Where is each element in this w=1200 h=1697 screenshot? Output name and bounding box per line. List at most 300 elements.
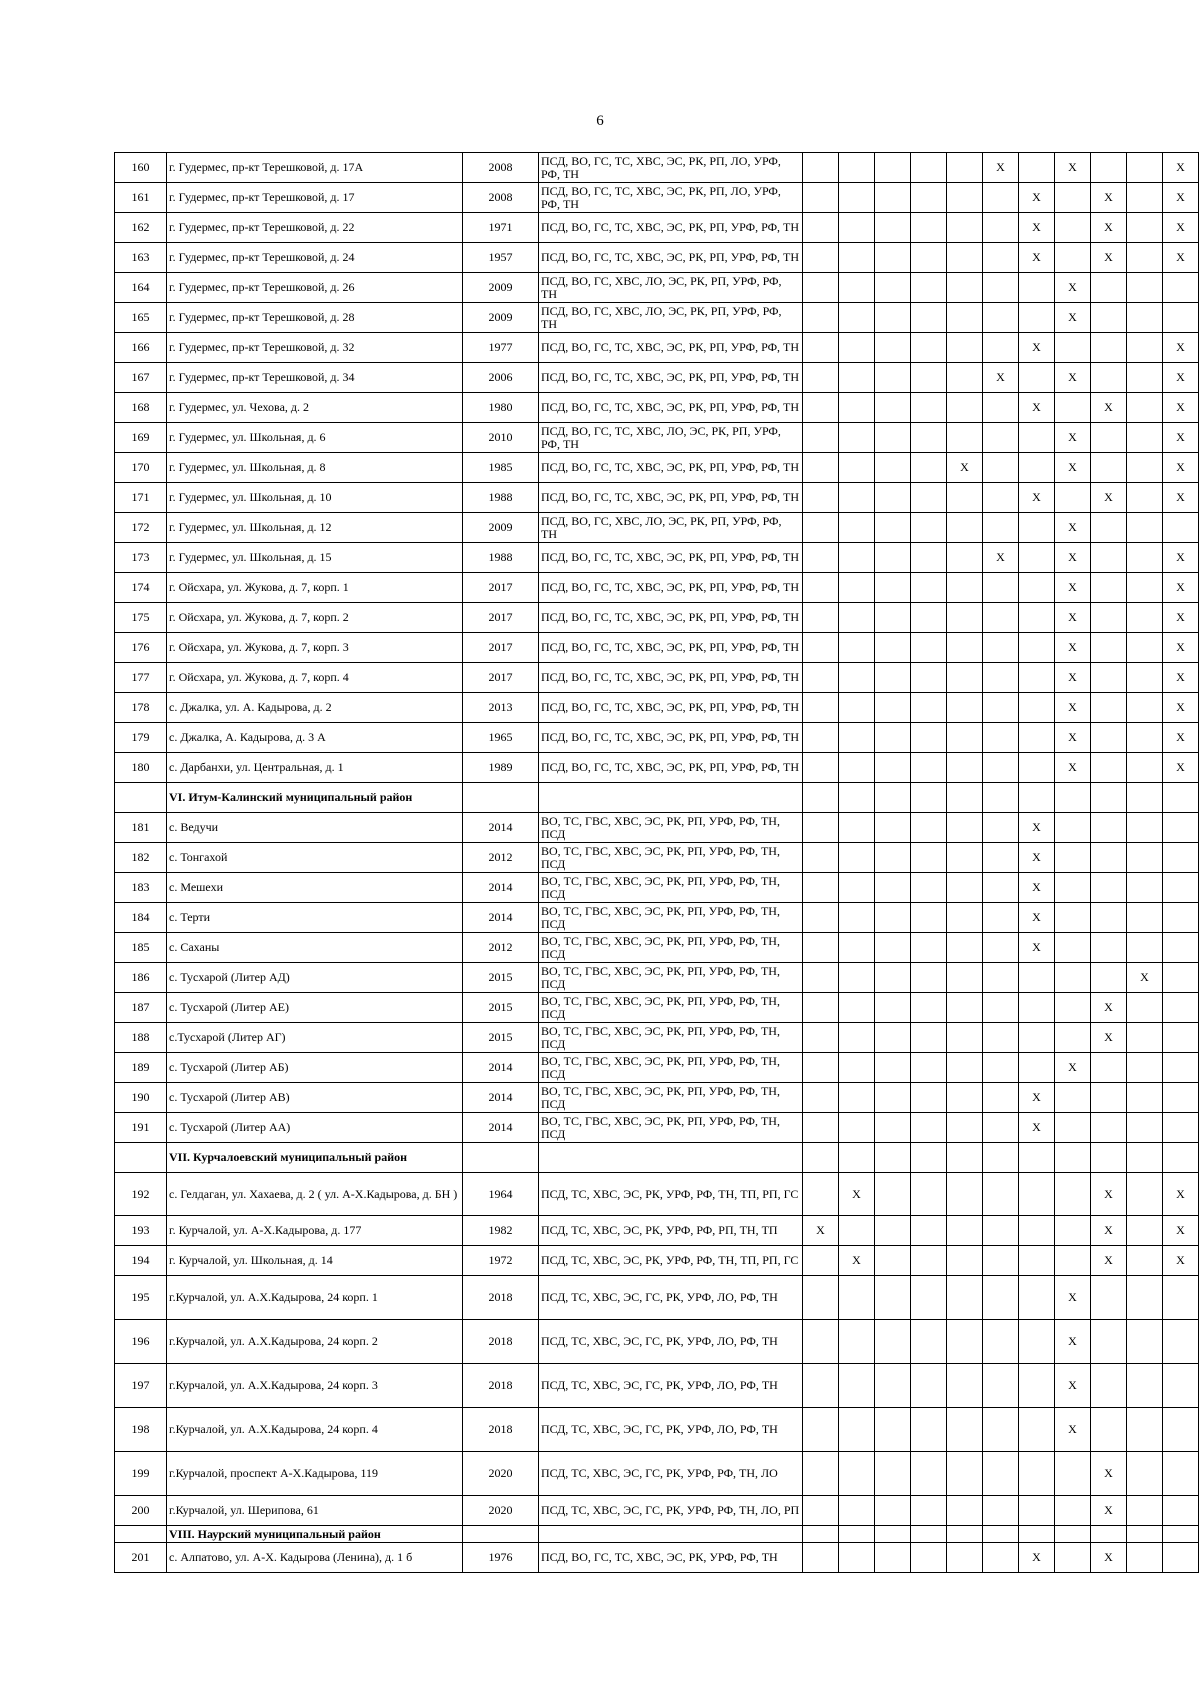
- empty-cell: [1091, 843, 1127, 873]
- empty-cell: [803, 1408, 839, 1452]
- empty-cell: [1091, 813, 1127, 843]
- address-cell: г. Ойсхара, ул. Жукова, д. 7, корп. 3: [167, 633, 463, 663]
- address-cell: г. Гудермес, ул. Школьная, д. 6: [167, 423, 463, 453]
- empty-cell: [1091, 723, 1127, 753]
- x-mark: X: [1019, 393, 1055, 423]
- empty-cell: [947, 1143, 983, 1173]
- x-mark: X: [1055, 363, 1091, 393]
- empty-cell: [911, 1083, 947, 1113]
- empty-cell: [911, 993, 947, 1023]
- empty-cell: [1055, 1143, 1091, 1173]
- empty-cell: [1163, 1408, 1199, 1452]
- row-number: 194: [115, 1246, 167, 1276]
- empty-cell: [1091, 1083, 1127, 1113]
- empty-cell: [983, 1246, 1019, 1276]
- empty-cell: [875, 1173, 911, 1216]
- works-list-cell: ПСД, ТС, ХВС, ЭС, ГС, РК, УРФ, РФ, ТН, ЛО: [539, 1452, 803, 1496]
- empty-cell: [803, 873, 839, 903]
- x-mark: X: [1055, 273, 1091, 303]
- row-number: 170: [115, 453, 167, 483]
- empty-cell: [1091, 783, 1127, 813]
- year-cell: 2013: [463, 693, 539, 723]
- empty-cell: [1127, 363, 1163, 393]
- address-cell: с. Ведучи: [167, 813, 463, 843]
- address-cell: г. Гудермес, пр-кт Терешковой, д. 17А: [167, 153, 463, 183]
- row-number: 174: [115, 573, 167, 603]
- x-mark: X: [1091, 993, 1127, 1023]
- x-mark: X: [803, 1216, 839, 1246]
- empty-cell: [839, 783, 875, 813]
- empty-cell: [1127, 1526, 1163, 1543]
- empty-cell: [803, 153, 839, 183]
- x-mark: X: [1163, 213, 1199, 243]
- empty-cell: [875, 483, 911, 513]
- empty-cell: [1091, 663, 1127, 693]
- year-cell: 2014: [463, 1113, 539, 1143]
- page-number: 6: [596, 113, 604, 129]
- empty-cell: [911, 783, 947, 813]
- x-mark: X: [1055, 753, 1091, 783]
- empty-cell: [947, 1526, 983, 1543]
- empty-cell: [947, 573, 983, 603]
- works-list-cell: ПСД, ВО, ГС, ТС, ХВС, ЭС, РК, РП, ЛО, УРФ, РФ, ТН: [539, 183, 803, 213]
- empty-cell: [1091, 963, 1127, 993]
- empty-cell: [875, 723, 911, 753]
- year-cell: 2015: [463, 1023, 539, 1053]
- empty-cell: [1091, 543, 1127, 573]
- empty-cell: [1091, 1526, 1127, 1543]
- address-cell: г. Гудермес, ул. Школьная, д. 12: [167, 513, 463, 543]
- year-cell: 1976: [463, 1543, 539, 1573]
- year-cell: 2006: [463, 363, 539, 393]
- empty-cell: [1019, 993, 1055, 1023]
- x-mark: X: [1055, 663, 1091, 693]
- empty-cell: [983, 213, 1019, 243]
- empty-cell: [1091, 153, 1127, 183]
- empty-cell: [1055, 1246, 1091, 1276]
- empty-cell: [875, 663, 911, 693]
- empty-cell: [1163, 513, 1199, 543]
- empty-cell: [911, 1496, 947, 1526]
- empty-cell: [839, 1083, 875, 1113]
- empty-cell: [875, 543, 911, 573]
- empty-cell: [875, 1083, 911, 1113]
- row-number: 172: [115, 513, 167, 543]
- x-mark: X: [1163, 333, 1199, 363]
- empty-cell: [911, 813, 947, 843]
- x-mark: X: [983, 363, 1019, 393]
- table-row: [115, 1320, 1199, 1364]
- empty-cell: [875, 453, 911, 483]
- empty-cell: [1019, 1216, 1055, 1246]
- works-list-cell: ВО, ТС, ГВС, ХВС, ЭС, РК, РП, УРФ, РФ, ТН, ПСД: [539, 1023, 803, 1053]
- works-list-cell: ПСД, ТС, ХВС, ЭС, ГС, РК, УРФ, ЛО, РФ, ТН: [539, 1364, 803, 1408]
- x-mark: X: [1163, 1173, 1199, 1216]
- empty-cell: [1091, 423, 1127, 453]
- empty-cell: [947, 933, 983, 963]
- address-cell: с. Мешехи: [167, 873, 463, 903]
- works-list-cell: ПСД, ВО, ГС, ТС, ХВС, ЭС, РК, РП, УРФ, РФ, ТН: [539, 723, 803, 753]
- empty-cell: [875, 1143, 911, 1173]
- address-cell: с. Тусхарой (Литер АД): [167, 963, 463, 993]
- table-row: [115, 1053, 1199, 1083]
- table-row: [115, 303, 1199, 333]
- empty-cell: [875, 393, 911, 423]
- empty-cell: [983, 1364, 1019, 1408]
- x-mark: X: [1055, 573, 1091, 603]
- empty-cell: [839, 723, 875, 753]
- works-list-cell: ПСД, ВО, ГС, ТС, ХВС, ЭС, РК, РП, УРФ, РФ, ТН: [539, 453, 803, 483]
- empty-cell: [839, 363, 875, 393]
- empty-cell: [1163, 273, 1199, 303]
- empty-cell: [911, 1320, 947, 1364]
- empty-cell: [875, 753, 911, 783]
- empty-cell: [1055, 393, 1091, 423]
- empty-cell: [803, 633, 839, 663]
- empty-cell: [911, 1276, 947, 1320]
- empty-cell: [1127, 903, 1163, 933]
- address-cell: г. Гудермес, пр-кт Терешковой, д. 26: [167, 273, 463, 303]
- x-mark: X: [1091, 243, 1127, 273]
- address-cell: г.Курчалой, проспект А-Х.Кадырова, 119: [167, 1452, 463, 1496]
- year-cell: 2018: [463, 1320, 539, 1364]
- empty-cell: [1163, 993, 1199, 1023]
- x-mark: X: [1091, 483, 1127, 513]
- empty-cell: [1019, 1496, 1055, 1526]
- empty-cell: [1091, 753, 1127, 783]
- empty-cell: [947, 483, 983, 513]
- year-cell: 2012: [463, 843, 539, 873]
- empty-cell: [1091, 513, 1127, 543]
- year-cell: 2014: [463, 813, 539, 843]
- empty-cell: [1163, 1113, 1199, 1143]
- table-row: [115, 1023, 1199, 1053]
- x-mark: X: [1055, 723, 1091, 753]
- empty-cell: [947, 543, 983, 573]
- address-cell: г. Ойсхара, ул. Жукова, д. 7, корп. 2: [167, 603, 463, 633]
- empty-cell: [539, 1143, 803, 1173]
- empty-cell: [839, 993, 875, 1023]
- empty-cell: [803, 753, 839, 783]
- empty-cell: [983, 303, 1019, 333]
- empty-cell: [911, 393, 947, 423]
- empty-cell: [1163, 1452, 1199, 1496]
- empty-cell: [911, 1143, 947, 1173]
- empty-cell: [1091, 303, 1127, 333]
- empty-cell: [1127, 213, 1163, 243]
- empty-cell: [1127, 273, 1163, 303]
- table-row: [115, 1083, 1199, 1113]
- empty-cell: [803, 1053, 839, 1083]
- empty-cell: [947, 363, 983, 393]
- empty-cell: [803, 1543, 839, 1573]
- empty-cell: [839, 1496, 875, 1526]
- empty-cell: [1019, 1452, 1055, 1496]
- x-mark: X: [1019, 873, 1055, 903]
- table-row: [115, 333, 1199, 363]
- row-number: 163: [115, 243, 167, 273]
- x-mark: X: [1055, 1320, 1091, 1364]
- empty-cell: [875, 1246, 911, 1276]
- x-mark: X: [1163, 543, 1199, 573]
- empty-cell: [803, 333, 839, 363]
- works-list-cell: ПСД, ТС, ХВС, ЭС, РК, УРФ, РФ, РП, ТН, ТП: [539, 1216, 803, 1246]
- row-number: 178: [115, 693, 167, 723]
- empty-cell: [983, 1320, 1019, 1364]
- x-mark: X: [1019, 183, 1055, 213]
- empty-cell: [983, 333, 1019, 363]
- empty-cell: [1019, 1276, 1055, 1320]
- section-title: VIII. Наурский муниципальный район: [167, 1526, 463, 1543]
- empty-cell: [463, 1526, 539, 1543]
- empty-cell: [1127, 453, 1163, 483]
- section-header-row: [115, 783, 1199, 813]
- empty-cell: [1127, 543, 1163, 573]
- address-cell: г. Гудермес, пр-кт Терешковой, д. 32: [167, 333, 463, 363]
- empty-cell: [803, 1023, 839, 1053]
- empty-cell: [803, 453, 839, 483]
- empty-cell: [839, 963, 875, 993]
- works-list-cell: ПСД, ТС, ХВС, ЭС, РК, УРФ, РФ, ТН, ТП, РП, ГС: [539, 1246, 803, 1276]
- works-list-cell: ПСД, ВО, ГС, ТС, ХВС, ЛО, ЭС, РК, РП, УРФ, РФ, ТН: [539, 423, 803, 453]
- empty-cell: [875, 573, 911, 603]
- address-cell: г. Гудермес, ул. Школьная, д. 10: [167, 483, 463, 513]
- x-mark: X: [1091, 1452, 1127, 1496]
- empty-cell: [839, 1452, 875, 1496]
- empty-cell: [1163, 873, 1199, 903]
- empty-cell: [1055, 1023, 1091, 1053]
- x-mark: X: [1055, 303, 1091, 333]
- empty-cell: [1127, 1083, 1163, 1113]
- housing-register-table: [114, 152, 1199, 1573]
- table-row: [115, 1408, 1199, 1452]
- empty-cell: [875, 333, 911, 363]
- empty-cell: [839, 633, 875, 663]
- empty-cell: [983, 1023, 1019, 1053]
- empty-cell: [1091, 453, 1127, 483]
- table-row: [115, 933, 1199, 963]
- row-number: 199: [115, 1452, 167, 1496]
- x-mark: X: [839, 1173, 875, 1216]
- empty-cell: [1127, 633, 1163, 663]
- empty-cell: [1091, 1320, 1127, 1364]
- empty-cell: [911, 843, 947, 873]
- x-mark: X: [1019, 483, 1055, 513]
- empty-cell: [463, 783, 539, 813]
- empty-cell: [1127, 1173, 1163, 1216]
- empty-cell: [1127, 333, 1163, 363]
- empty-cell: [803, 783, 839, 813]
- empty-cell: [875, 1496, 911, 1526]
- empty-cell: [839, 1364, 875, 1408]
- empty-cell: [1127, 723, 1163, 753]
- empty-cell: [839, 333, 875, 363]
- empty-cell: [1019, 423, 1055, 453]
- empty-cell: [983, 1173, 1019, 1216]
- table-row: [115, 813, 1199, 843]
- address-cell: г.Курчалой, ул. Шерипова, 61: [167, 1496, 463, 1526]
- year-cell: 2012: [463, 933, 539, 963]
- empty-cell: [911, 873, 947, 903]
- row-number: 196: [115, 1320, 167, 1364]
- empty-cell: [911, 273, 947, 303]
- empty-cell: [839, 183, 875, 213]
- empty-cell: [911, 723, 947, 753]
- x-mark: X: [1019, 1083, 1055, 1113]
- empty-cell: [803, 423, 839, 453]
- table-row: [115, 543, 1199, 573]
- empty-cell: [839, 1408, 875, 1452]
- row-number: 184: [115, 903, 167, 933]
- empty-cell: [947, 1113, 983, 1143]
- address-cell: с. Тусхарой (Литер АВ): [167, 1083, 463, 1113]
- address-cell: г. Ойсхара, ул. Жукова, д. 7, корп. 4: [167, 663, 463, 693]
- empty-cell: [839, 1023, 875, 1053]
- row-number: 182: [115, 843, 167, 873]
- table-row: [115, 423, 1199, 453]
- empty-cell: [875, 1023, 911, 1053]
- empty-cell: [947, 1083, 983, 1113]
- empty-cell: [1091, 933, 1127, 963]
- table-row: [115, 393, 1199, 423]
- empty-cell: [1127, 1496, 1163, 1526]
- empty-cell: [911, 513, 947, 543]
- empty-cell: [1019, 1320, 1055, 1364]
- empty-cell: [875, 1408, 911, 1452]
- empty-cell: [803, 573, 839, 603]
- address-cell: г. Гудермес, пр-кт Терешковой, д. 17: [167, 183, 463, 213]
- empty-cell: [875, 1053, 911, 1083]
- empty-cell: [803, 663, 839, 693]
- year-cell: 1988: [463, 483, 539, 513]
- empty-cell: [947, 1023, 983, 1053]
- year-cell: 1964: [463, 1173, 539, 1216]
- empty-cell: [947, 693, 983, 723]
- year-cell: 1972: [463, 1246, 539, 1276]
- empty-cell: [911, 1246, 947, 1276]
- empty-cell: [1127, 1543, 1163, 1573]
- address-cell: с. Джалка, ул. А. Кадырова, д. 2: [167, 693, 463, 723]
- empty-cell: [803, 1526, 839, 1543]
- empty-cell: [1127, 1023, 1163, 1053]
- table-row: [115, 363, 1199, 393]
- year-cell: 2010: [463, 423, 539, 453]
- works-list-cell: ПСД, ВО, ГС, ТС, ХВС, ЭС, РК, РП, УРФ, РФ, ТН: [539, 753, 803, 783]
- empty-cell: [1055, 483, 1091, 513]
- empty-cell: [1019, 633, 1055, 663]
- empty-cell: [947, 153, 983, 183]
- table-row: [115, 993, 1199, 1023]
- empty-cell: [839, 243, 875, 273]
- row-number: 183: [115, 873, 167, 903]
- x-mark: X: [1163, 663, 1199, 693]
- empty-cell: [947, 303, 983, 333]
- address-cell: г.Курчалой, ул. А.Х.Кадырова, 24 корп. 2: [167, 1320, 463, 1364]
- empty-cell: [983, 813, 1019, 843]
- section-num-cell: [115, 783, 167, 813]
- address-cell: с.Тусхарой (Литер АГ): [167, 1023, 463, 1053]
- empty-cell: [1163, 843, 1199, 873]
- empty-cell: [803, 903, 839, 933]
- row-number: 201: [115, 1543, 167, 1573]
- empty-cell: [983, 1452, 1019, 1496]
- empty-cell: [911, 1173, 947, 1216]
- empty-cell: [983, 1276, 1019, 1320]
- empty-cell: [983, 393, 1019, 423]
- empty-cell: [839, 1320, 875, 1364]
- row-number: 181: [115, 813, 167, 843]
- address-cell: г.Курчалой, ул. А.Х.Кадырова, 24 корп. 3: [167, 1364, 463, 1408]
- empty-cell: [947, 1053, 983, 1083]
- table-row: [115, 273, 1199, 303]
- empty-cell: [947, 783, 983, 813]
- empty-cell: [1019, 1053, 1055, 1083]
- empty-cell: [1127, 483, 1163, 513]
- empty-cell: [875, 933, 911, 963]
- table-row: [115, 153, 1199, 183]
- empty-cell: [875, 873, 911, 903]
- address-cell: г. Гудермес, пр-кт Терешковой, д. 28: [167, 303, 463, 333]
- empty-cell: [803, 1452, 839, 1496]
- empty-cell: [911, 1023, 947, 1053]
- address-cell: с. Саханы: [167, 933, 463, 963]
- empty-cell: [947, 1496, 983, 1526]
- empty-cell: [1055, 963, 1091, 993]
- empty-cell: [1019, 303, 1055, 333]
- empty-cell: [1019, 663, 1055, 693]
- table-row: [115, 963, 1199, 993]
- empty-cell: [911, 963, 947, 993]
- empty-cell: [1127, 1320, 1163, 1364]
- works-list-cell: ПСД, ВО, ГС, ТС, ХВС, ЭС, РК, РП, УРФ, РФ, ТН: [539, 693, 803, 723]
- row-number: 177: [115, 663, 167, 693]
- empty-cell: [983, 933, 1019, 963]
- address-cell: г. Гудермес, пр-кт Терешковой, д. 22: [167, 213, 463, 243]
- empty-cell: [839, 543, 875, 573]
- year-cell: 2020: [463, 1452, 539, 1496]
- table-body: [115, 153, 1199, 1573]
- empty-cell: [839, 813, 875, 843]
- section-header-row: [115, 1143, 1199, 1173]
- empty-cell: [1163, 963, 1199, 993]
- empty-cell: [947, 873, 983, 903]
- empty-cell: [539, 783, 803, 813]
- works-list-cell: ПСД, ВО, ГС, ХВС, ЛО, ЭС, РК, РП, УРФ, РФ, ТН: [539, 273, 803, 303]
- empty-cell: [1091, 693, 1127, 723]
- empty-cell: [875, 1452, 911, 1496]
- empty-cell: [983, 633, 1019, 663]
- address-cell: г. Курчалой, ул. А-Х.Кадырова, д. 177: [167, 1216, 463, 1246]
- section-title: VII. Курчалоевский муниципальный район: [167, 1143, 463, 1173]
- x-mark: X: [1127, 963, 1163, 993]
- works-list-cell: ПСД, ВО, ГС, ТС, ХВС, ЭС, РК, РП, УРФ, РФ, ТН: [539, 603, 803, 633]
- empty-cell: [1127, 993, 1163, 1023]
- empty-cell: [1163, 1364, 1199, 1408]
- year-cell: 2014: [463, 873, 539, 903]
- empty-cell: [539, 1526, 803, 1543]
- works-list-cell: ПСД, ВО, ГС, ТС, ХВС, ЭС, РК, РП, УРФ, РФ, ТН: [539, 213, 803, 243]
- row-number: 167: [115, 363, 167, 393]
- address-cell: г. Гудермес, пр-кт Терешковой, д. 24: [167, 243, 463, 273]
- empty-cell: [1019, 1364, 1055, 1408]
- empty-cell: [1127, 603, 1163, 633]
- year-cell: 2009: [463, 273, 539, 303]
- year-cell: 2020: [463, 1496, 539, 1526]
- table-row: [115, 483, 1199, 513]
- empty-cell: [1127, 1452, 1163, 1496]
- empty-cell: [803, 303, 839, 333]
- empty-cell: [1019, 1246, 1055, 1276]
